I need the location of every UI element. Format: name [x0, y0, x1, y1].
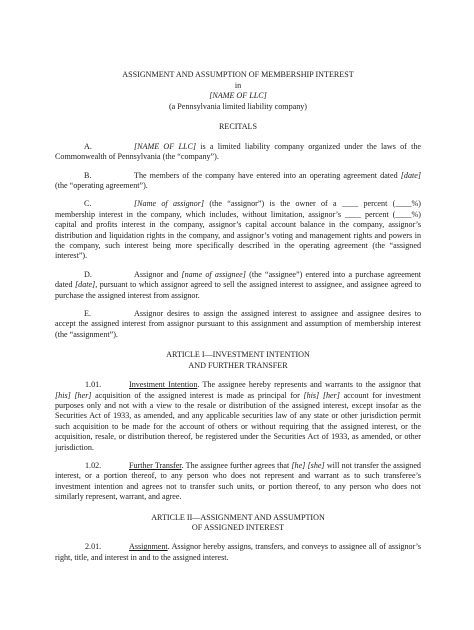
- recital-c: C. [Name of assignor] (the “assignor”) is the owner of a ____ percent (____%) membership interest in the company, which includes, without limitation, assignor’s ____ percent (____%) capital and profits interest in the company, assignor’s capital account balance in the company, assignor’s distribution and liquidation rights in the company, and assignor’s voting and management rights and powers in the company, such interest being more specifically described in the operating agreement (the “assigned interest”).: [55, 199, 421, 261]
- recital-letter: B.: [84, 170, 92, 180]
- recital-letter: A.: [84, 141, 92, 151]
- section-number: 2.01.: [85, 542, 102, 552]
- recital-letter: C.: [84, 199, 92, 209]
- section-2-01: 2.01. Assignment. Assignor hereby assigns, transfers, and conveys to assignee all of assignor’s right, title, and interest in and to the assigned interest.: [55, 542, 421, 562]
- title-line-1: ASSIGNMENT AND ASSUMPTION OF MEMBERSHIP INTEREST: [122, 70, 354, 79]
- section-1-02: 1.02. Further Transfer. The assignee further agrees that [he] [she] will not transfer the assigned interest, or a portion thereof, to any person who does not represent and warrant as to such transferee’s investment intention and agrees not to transfer such units, or portion thereof, to any person who does not similarly represent, warrant, and agree.: [55, 460, 421, 502]
- article-1-heading: ARTICLE I—INVESTMENT INTENTION AND FURTHER TRANSFER: [166, 350, 310, 370]
- recital-d: D. Assignor and [name of assignee] (the “assignee”) entered into a purchase agreement dated [date], pursuant to which assignor agreed to sell the assigned interest to assignee, and assignee agreed to purchase the assigned interest from assignor.: [55, 269, 422, 300]
- recital-e: E. Assignor desires to assign the assigned interest to assignee and assignee desires to accept the assigned interest from assignor pursuant to this assignment and assumption of membership interest (the “assignment”).: [55, 309, 421, 339]
- section-heading: Investment Intention: [129, 380, 198, 390]
- section-number: 1.02.: [85, 460, 102, 470]
- recital-letter: E.: [84, 309, 91, 319]
- recital-b: B. The members of the company have entered into an operating agreement dated [date] (the “operating agreement”).: [55, 170, 421, 190]
- title-line-2: in: [234, 80, 242, 90]
- recital-letter: D.: [84, 269, 92, 279]
- document-title: [55, 70, 421, 112]
- section-number: 1.01.: [85, 380, 102, 390]
- section-heading: Assignment: [129, 542, 168, 552]
- recital-a: A. [NAME OF LLC] is a limited liability company organized under the laws of the Commonwealth of Pennsylvania (the “company”).: [55, 141, 421, 162]
- recitals-heading: RECITALS: [218, 122, 258, 132]
- title-llc-name: [NAME OF LLC]: [209, 91, 267, 101]
- title-line-4: (a Pennsylvania limited liability company): [168, 101, 307, 111]
- section-1-01: 1.01. Investment Intention. The assignee hereby represents and warrants to the assignor that [his] [her] acquisition of the assigned interest is made as principal for [his] [her] account for investment purposes only and not with a view to the resale or distribution of the assigned interest, except insofar as the Securities Act of 1933, as amended, and any applicable securities law of any state or other jurisdiction permit such acquisition to be made for the account of others or without requiring that the assigned interest, or the acquisition, resale, or distribution thereof, be registered under the Securities Act of 1933, as amended, or other jurisdiction.: [55, 380, 422, 452]
- section-heading: Further Transfer: [129, 460, 182, 470]
- article-2-heading: ARTICLE II—ASSIGNMENT AND ASSUMPTION OF ASSIGNED INTEREST: [151, 512, 325, 532]
